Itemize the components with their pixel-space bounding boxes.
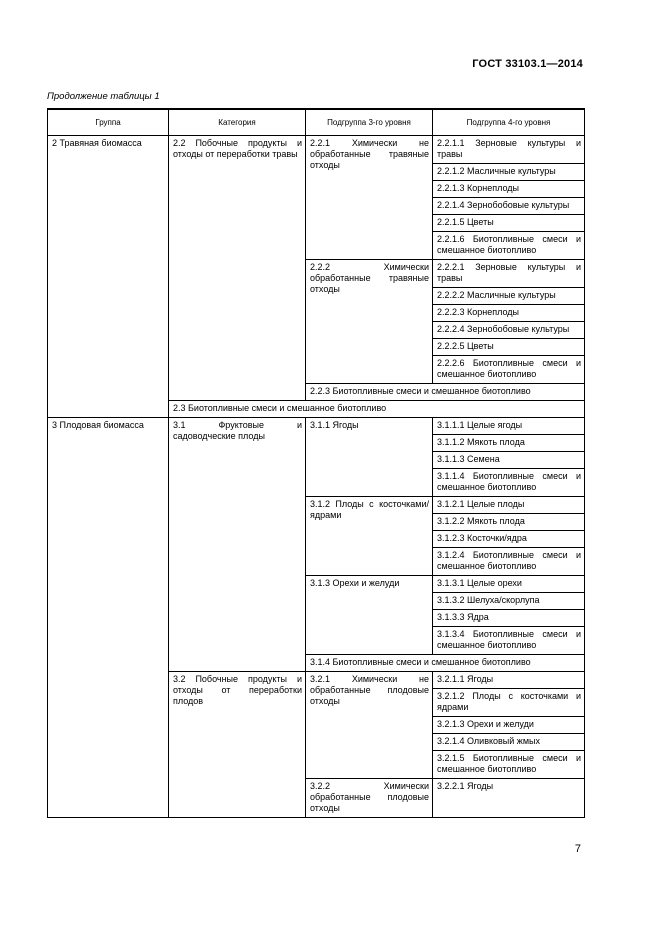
subgroup4-cell: 3.1.2.4 Биотопливные смеси и смешанное биотопливо [433, 548, 585, 576]
subgroup4-cell: 3.1.3.3 Ядра [433, 610, 585, 627]
subgroup4-cell: 2.2.2.1 Зерновые культуры и травы [433, 260, 585, 288]
subgroup4-cell: 2.2.2.3 Корнеплоды [433, 305, 585, 322]
subgroup4-cell: 3.1.1.1 Целые ягоды [433, 418, 585, 435]
column-header-category: Категория [169, 109, 306, 136]
subgroup4-cell: 2.2.1.1 Зерновые культуры и травы [433, 136, 585, 164]
doc-header: ГОСТ 33103.1—2014 [472, 58, 583, 70]
subgroup3-cell: 3.1.1 Ягоды [306, 418, 433, 497]
column-header-group: Группа [48, 109, 169, 136]
subgroup4-cell: 3.2.2.1 Ягоды [433, 779, 585, 818]
page-number: 7 [574, 843, 581, 855]
subgroup4-cell: 3.2.1.5 Биотопливные смеси и смешанное биотопливо [433, 751, 585, 779]
biomass-classification-table [47, 108, 585, 818]
subgroup4-cell: 2.2.1.3 Корнеплоды [433, 181, 585, 198]
subgroup4-cell: 3.1.2.2 Мякоть плода [433, 514, 585, 531]
subgroup4-cell: 3.1.3.2 Шелуха/скорлупа [433, 593, 585, 610]
subgroup4-cell: 3.2.1.1 Ягоды [433, 672, 585, 689]
subgroup4-cell: 2.2.1.6 Биотопливные смеси и смешанное биотопливо [433, 232, 585, 260]
subgroup3-span-cell: 3.1.4 Биотопливные смеси и смешанное биотопливо [306, 655, 585, 672]
subgroup4-cell: 2.2.1.2 Масличные культуры [433, 164, 585, 181]
subgroup4-cell: 3.2.1.2 Плоды с косточками и ядрами [433, 689, 585, 717]
subgroup3-cell: 3.2.2 Химически обработанные плодовые отходы [306, 779, 433, 818]
subgroup4-cell: 3.2.1.4 Оливковый жмых [433, 734, 585, 751]
subgroup3-span-cell: 2.2.3 Биотопливные смеси и смешанное биотопливо [306, 384, 585, 401]
subgroup4-cell: 2.2.2.5 Цветы [433, 339, 585, 356]
category-span-cell: 2.3 Биотопливные смеси и смешанное биотопливо [169, 401, 585, 418]
column-header-subgroup4: Подгруппа 4-го уровня [433, 109, 585, 136]
subgroup4-cell: 3.2.1.3 Орехи и желуди [433, 717, 585, 734]
subgroup3-cell: 2.2.2 Химически обработанные травяные отходы [306, 260, 433, 384]
subgroup4-cell: 2.2.2.6 Биотопливные смеси и смешанное биотопливо [433, 356, 585, 384]
subgroup4-cell: 2.2.1.4 Зернобобовые культуры [433, 198, 585, 215]
table-row [48, 136, 585, 164]
subgroup3-cell: 3.1.2 Плоды с косточками/ядрами [306, 497, 433, 576]
table-row [48, 418, 585, 435]
subgroup4-cell: 3.1.1.3 Семена [433, 452, 585, 469]
subgroup4-cell: 3.1.2.3 Косточки/ядра [433, 531, 585, 548]
subgroup4-cell: 2.2.2.2 Масличные культуры [433, 288, 585, 305]
subgroup3-cell: 3.2.1 Химически не обработанные плодовые отходы [306, 672, 433, 779]
subgroup4-cell: 2.2.2.4 Зернобобовые культуры [433, 322, 585, 339]
subgroup4-cell: 3.1.3.1 Целые орехи [433, 576, 585, 593]
category-cell: 3.1 Фруктовые и садоводческие плоды [169, 418, 306, 672]
subgroup4-cell: 3.1.1.2 Мякоть плода [433, 435, 585, 452]
subgroup4-cell: 3.1.2.1 Целые плоды [433, 497, 585, 514]
category-cell: 3.2 Побочные продукты и отходы от переработки плодов [169, 672, 306, 818]
column-header-subgroup3: Подгруппа 3-го уровня [306, 109, 433, 136]
subgroup4-cell: 3.1.1.4 Биотопливные смеси и смешанное биотопливо [433, 469, 585, 497]
group-cell: 2 Травяная биомасса [48, 136, 169, 418]
table-header-row [48, 109, 585, 136]
group-cell: 3 Плодовая биомасса [48, 418, 169, 818]
table-body [48, 136, 585, 818]
category-cell: 2.2 Побочные продукты и отходы от переработки травы [169, 136, 306, 401]
table-caption: Продолжение таблицы 1 [47, 91, 160, 102]
subgroup3-cell: 3.1.3 Орехи и желуди [306, 576, 433, 655]
subgroup4-cell: 2.2.1.5 Цветы [433, 215, 585, 232]
subgroup3-cell: 2.2.1 Химически не обработанные травяные отходы [306, 136, 433, 260]
subgroup4-cell: 3.1.3.4 Биотопливные смеси и смешанное биотопливо [433, 627, 585, 655]
